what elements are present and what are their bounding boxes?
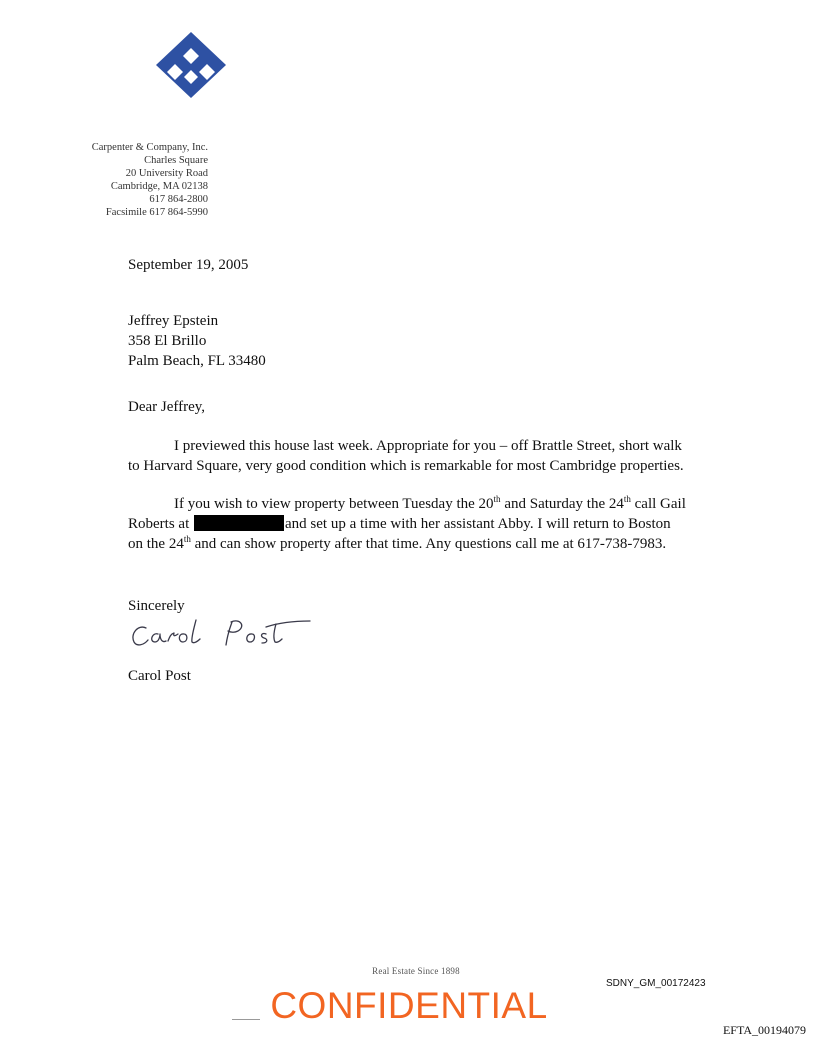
- recipient-street: 358 El Brillo: [128, 333, 207, 349]
- letterhead-address-block: [92, 141, 208, 219]
- paragraph-2: [128, 494, 688, 554]
- handwritten-signature: [128, 612, 328, 652]
- paragraph-1: I previewed this house last week. Appropriate for you – off Brattle Street, short walk to Harvard Square, very good condition which is remarkable for most Cambridge properties.: [128, 438, 684, 474]
- recipient-address: [128, 311, 266, 371]
- paragraph-2-part-2: and Saturday the 24: [500, 496, 624, 512]
- company-phone: 617 864-2800: [149, 194, 208, 205]
- tagline-text: Real Estate Since 1898: [372, 966, 460, 976]
- address-line-1: Charles Square: [144, 155, 208, 166]
- company-fax: Facsimile 617 864-5990: [105, 207, 208, 218]
- recipient-name: Jeffrey Epstein: [128, 313, 219, 329]
- recipient-city: Palm Beach, FL 33480: [128, 353, 266, 369]
- redaction-box: [194, 515, 284, 531]
- superscript-th: th: [183, 534, 191, 544]
- paragraph-2-part-5: and can show property after that time. Any questions call me at 617-738-7983.: [190, 536, 667, 552]
- superscript-th: th: [623, 494, 631, 504]
- confidential-text: CONFIDENTIAL: [270, 985, 548, 1026]
- company-name: Carpenter & Company, Inc.: [91, 142, 208, 153]
- salutation: Dear Jeffrey,: [128, 399, 206, 415]
- bates-number: SDNY_GM_00172423: [606, 978, 706, 989]
- signer-name: Carol Post: [128, 668, 191, 684]
- paragraph-2-part-4: and set up a time with her assistant Abby. I will return to Boston on the 24: [128, 516, 671, 552]
- address-city: Cambridge, MA 02138: [110, 181, 208, 192]
- superscript-th: th: [493, 494, 501, 504]
- company-logo: [154, 30, 228, 100]
- paragraph-2-part-1: If you wish to view property between Tuesday the 20: [174, 496, 494, 512]
- letter-date: September 19, 2005: [128, 257, 249, 273]
- paragraph-2-part-3: call Gail Roberts at: [128, 496, 686, 532]
- confidential-stamp: [0, 985, 816, 1027]
- address-line-2: 20 University Road: [125, 168, 208, 179]
- closing: Sincerely: [128, 598, 185, 614]
- footer-tagline: [0, 966, 816, 976]
- efta-number: EFTA_00194079: [722, 1023, 806, 1037]
